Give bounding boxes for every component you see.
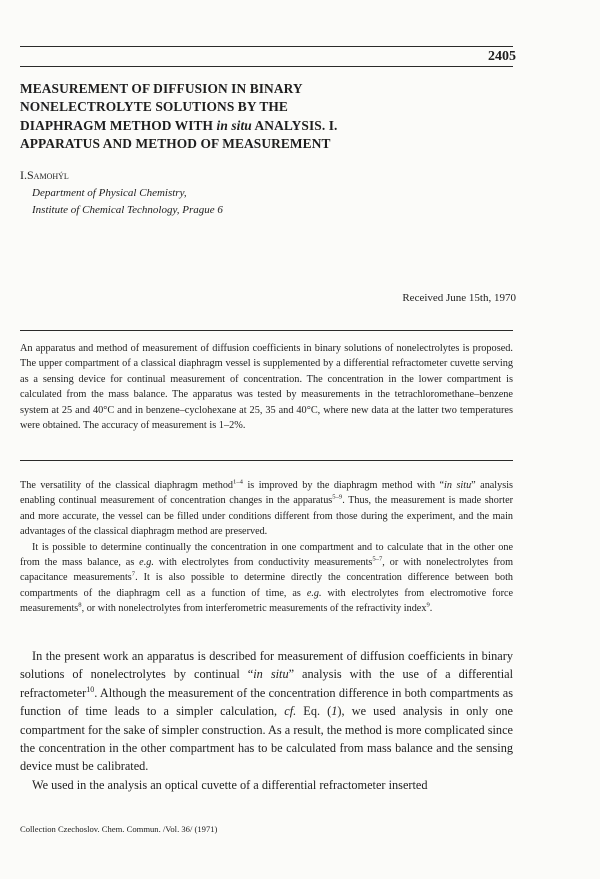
- header-rule: [20, 46, 513, 47]
- paragraph-3: In the present work an apparatus is described for measurement of diffusion coefficients in binary solutions of nonelectrolytes by continual “in situ” analysis with the use of a differential refractometer$^{10}$. Although the measurement of the concentration difference in both compartments as function of time leads to a simpler calculation, cf. Eq. (1), we used analysis in only one compartment for the sake of simpler construction. As a result, the method is more complicated since the concentration in the other compartment has to be calculated from mass balance and the sensing device must be calibrated.: [20, 649, 513, 774]
- abstract-bottom-rule: [20, 460, 513, 461]
- author-surname: Samohýl: [27, 168, 69, 182]
- article-title: [20, 80, 520, 153]
- intro-text: [20, 478, 513, 617]
- title-line-3: DIAPHRAGM METHOD WITH in situ ANALYSIS. I.: [20, 117, 338, 133]
- page-number: 2405: [488, 49, 516, 64]
- abstract: An apparatus and method of measurement of diffusion coefficients in binary solutions of nonelectrolytes is proposed. The upper compartment of a classical diaphragm vessel is supplemented by a differential refractometer cuvette serving as a sensing device for continual measurement of concentration. The concentration in the lower compartment is calculated from the mass balance. The apparatus was tested by measurements in the tetrachloromethane–benzene system at 25 and 40°C and in benzene–cyclohexane at 25, 35 and 40°C, where new data at the latter two temperatures were obtained. The accuracy of measurement is 1–2%.: [20, 343, 513, 432]
- title-line-2: NONELECTROLYTE SOLUTIONS BY THE: [20, 99, 288, 115]
- title-line-4: APPARATUS AND METHOD OF MEASUREMENT: [20, 135, 331, 151]
- paragraph-2: It is possible to determine continually the concentration in one compartment and to calculate that in the other one from the mass balance, as e.g. with electrolytes from conductivity measurements$^{5-7}$, or with nonelectrolytes from capacitance measurements$^7$. It is also possible to determine directly the concentration difference between both compartments of the diaphragm cell as a function of time, as e.g. with electrolytes from electromotive force measurements$^8$, or with nonelectrolytes from interferometric measurements of the refractivity index$^9$.: [20, 541, 514, 615]
- journal-footer: Collection Czechoslov. Chem. Commun. /Vol. 36/ (1971): [20, 824, 218, 834]
- abstract-top-rule: [20, 330, 513, 331]
- header-rule-lower: [20, 66, 513, 67]
- main-text: [20, 647, 513, 794]
- paragraph-1: The versatility of the classical diaphragm method$^{1-4}$ is improved by the diaphragm method with “in situ” analysis enabling continual measurement of concentration changes in the apparatus$^{5-9}$. Thus, the measurement is made shorter and more accurate, the vessel can be filled under conditions different from those during the experiment, and the main advantages of the classical diaphragm method are preserved.: [20, 478, 513, 538]
- title-line-1: MEASUREMENT OF DIFFUSION IN BINARY: [20, 81, 303, 96]
- paragraph-4: We used in the analysis an optical cuvette of a differential refractometer inserted: [32, 777, 428, 792]
- affiliation: Department of Physical Chemistry, Institute of Chemical Technology, Prague 6: [32, 187, 223, 216]
- author: I.Samohýl: [20, 168, 69, 182]
- received-date: Received June 15th, 1970: [402, 292, 516, 304]
